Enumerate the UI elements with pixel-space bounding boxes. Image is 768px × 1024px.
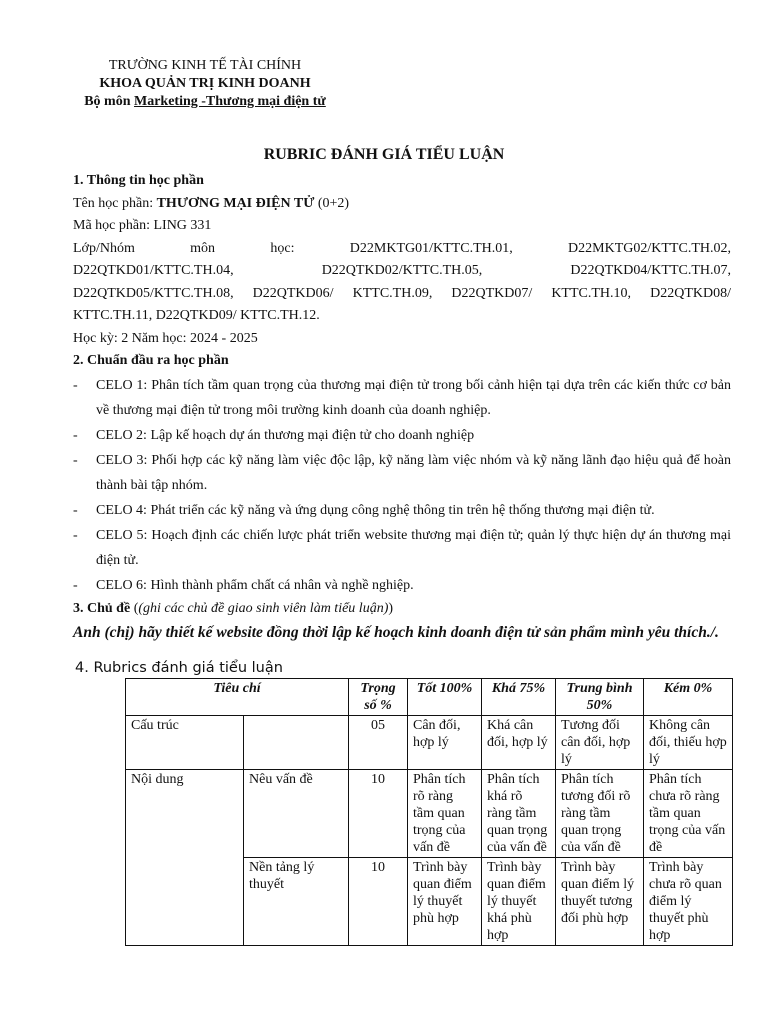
section2-heading: 2. Chuẩn đầu ra học phần [73, 353, 229, 368]
outcome-text: CELO 6: Hình thành phẩm chất cá nhân và nghề nghiệp. [96, 577, 414, 593]
document-header [60, 57, 350, 111]
outcome-item: - CELO 4: Phát triển các kỹ năng và ứng dụng công nghệ thông tin trên hệ thống thương mại điện tử. [73, 502, 655, 518]
subcriterion-cell: Nền tảng lý thuyết [244, 858, 349, 946]
semester-line: Học kỳ: 2 Năm học: 2024 - 2025 [73, 330, 258, 346]
outcome-text: CELO 3: Phối hợp các kỹ năng làm việc độc lập, kỹ năng làm việc nhóm và kỹ năng lãnh đạo hiệu quả để hoàn thành bài tập nhóm. [96, 452, 731, 493]
weight-cell: 10 [349, 858, 408, 946]
outcome-item: - CELO 1: Phân tích tầm quan trọng của thương mại điện tử trong bối cảnh hiện tại dựa trên các kiến thức cơ bản về thương mại điện tử trong môi trường kinh doanh của doanh nghiệp. [73, 377, 731, 418]
poor-cell: Không cân đối, thiếu hợp lý [644, 716, 733, 770]
outcome-text: CELO 5: Hoạch định các chiến lược phát triển website thương mại điện tử; quản lý thực hiện dự án thương mại điện tử. [96, 527, 731, 568]
subcriterion-cell: Nêu vấn đề [244, 770, 349, 858]
fair-cell: Trình bày quan điểm lý thuyết khá phù hợp [482, 858, 556, 946]
criterion-cell: Cấu trúc [126, 716, 244, 770]
table-header-row [126, 679, 733, 716]
outcome-list [73, 373, 731, 598]
department-name [60, 93, 350, 111]
average-cell: Phân tích tương đối rõ ràng tầm quan trọng của vấn đề [556, 770, 644, 858]
department-prefix: Bộ môn [84, 94, 134, 109]
weight-cell: 05 [349, 716, 408, 770]
course-credits: (0+2) [314, 195, 350, 211]
fair-cell: Phân tích khá rõ ràng tầm quan trọng của vấn đề [482, 770, 556, 858]
table-row [126, 770, 733, 858]
weight-cell: 10 [349, 770, 408, 858]
outcome-text: CELO 4: Phát triển các kỹ năng và ứng dụng công nghệ thông tin trên hệ thống thương mại điện tử. [96, 502, 655, 518]
col-poor: Kém 0% [644, 679, 733, 716]
table-row [126, 716, 733, 770]
outcome-text: CELO 2: Lập kế hoạch dự án thương mại điện tử cho doanh nghiệp [96, 427, 475, 443]
section3-heading-note: (ghi các chủ đề giao sinh viên làm tiểu luận) [138, 600, 389, 616]
poor-cell: Trình bày chưa rõ quan điểm lý thuyết phù hợp [644, 858, 733, 946]
section1-heading: 1. Thông tin học phần [73, 173, 204, 188]
course-name: THƯƠNG MẠI ĐIỆN TỬ [156, 195, 315, 211]
class-line: D22QTKD05/KTTC.TH.08, D22QTKD06/ KTTC.TH.09, D22QTKD07/ KTTC.TH.10, D22QTKD08/ [73, 285, 731, 301]
document-title: RUBRIC ĐÁNH GIÁ TIỂU LUẬN [263, 146, 505, 163]
course-name-line [73, 193, 731, 216]
class-line: D22QTKD01/KTTC.TH.04, D22QTKD02/KTTC.TH.05, D22QTKD04/KTTC.TH.07, [73, 263, 731, 278]
subcriterion-cell [244, 716, 349, 770]
course-code: Mã học phần: LING 331 [73, 218, 212, 233]
section4-heading: 4. Rubrics đánh giá tiểu luận [75, 660, 283, 676]
outcome-item: - CELO 2: Lập kế hoạch dự án thương mại điện tử cho doanh nghiệp [73, 427, 475, 443]
class-group-list [73, 238, 731, 328]
outcome-text: CELO 1: Phân tích tầm quan trọng của thương mại điện tử trong bối cảnh hiện tại dựa trên các kiến thức cơ bản về thương mại điện tử trong môi trường kinh doanh của doanh nghiệp. [96, 377, 731, 418]
col-weight: Trọng số % [349, 679, 408, 716]
faculty-name: KHOA QUẢN TRỊ KINH DOANH [99, 76, 311, 91]
outcome-item: - CELO 3: Phối hợp các kỹ năng làm việc độc lập, kỹ năng làm việc nhóm và kỹ năng lãnh đạo hiệu quả để hoàn thành bài tập nhóm. [73, 452, 731, 493]
average-cell: Tương đối cân đối, hợp lý [556, 716, 644, 770]
assignment-topic: Anh (chị) hãy thiết kế website đồng thời lập kế hoạch kinh doanh điện tử sản phẩm mình yêu thích./. [73, 624, 719, 641]
outcome-item: - CELO 6: Hình thành phẩm chất cá nhân và nghề nghiệp. [73, 577, 414, 593]
class-line: Lớp/Nhóm môn học: D22MKTG01/KTTC.TH.01, D22MKTG02/KTTC.TH.02, [73, 240, 731, 256]
document-body [73, 170, 731, 645]
poor-cell: Phân tích chưa rõ ràng tầm quan trọng của vấn đề [644, 770, 733, 858]
school-name: TRƯỜNG KINH TẾ TÀI CHÍNH [108, 58, 302, 73]
section3-heading: 3. Chủ đề ((ghi các chủ đề giao sinh viên làm tiểu luận)) [73, 600, 394, 616]
col-good: Tốt 100% [408, 679, 482, 716]
department-title: Marketing -Thương mại điện tử [134, 94, 326, 109]
fair-cell: Khá cân đối, hợp lý [482, 716, 556, 770]
section3-heading-label: 3. Chủ đề [73, 600, 131, 616]
col-criteria: Tiêu chí [126, 679, 349, 716]
course-label: Tên học phần: [73, 195, 157, 211]
outcome-item: - CELO 5: Hoạch định các chiến lược phát triển website thương mại điện tử; quản lý thực hiện dự án thương mại điện tử. [73, 527, 731, 568]
col-fair: Khá 75% [482, 679, 556, 716]
good-cell: Trình bày quan điểm lý thuyết phù hợp [408, 858, 482, 946]
average-cell: Trình bày quan điểm lý thuyết tương đối phù hợp [556, 858, 644, 946]
col-average: Trung bình 50% [556, 679, 644, 716]
rubric-table [125, 678, 733, 946]
criterion-cell: Nội dung [126, 770, 244, 946]
class-line: KTTC.TH.11, D22QTKD09/ KTTC.TH.12. [73, 308, 320, 323]
good-cell: Phân tích rõ ràng tầm quan trọng của vấn đề [408, 770, 482, 858]
good-cell: Cân đối, hợp lý [408, 716, 482, 770]
